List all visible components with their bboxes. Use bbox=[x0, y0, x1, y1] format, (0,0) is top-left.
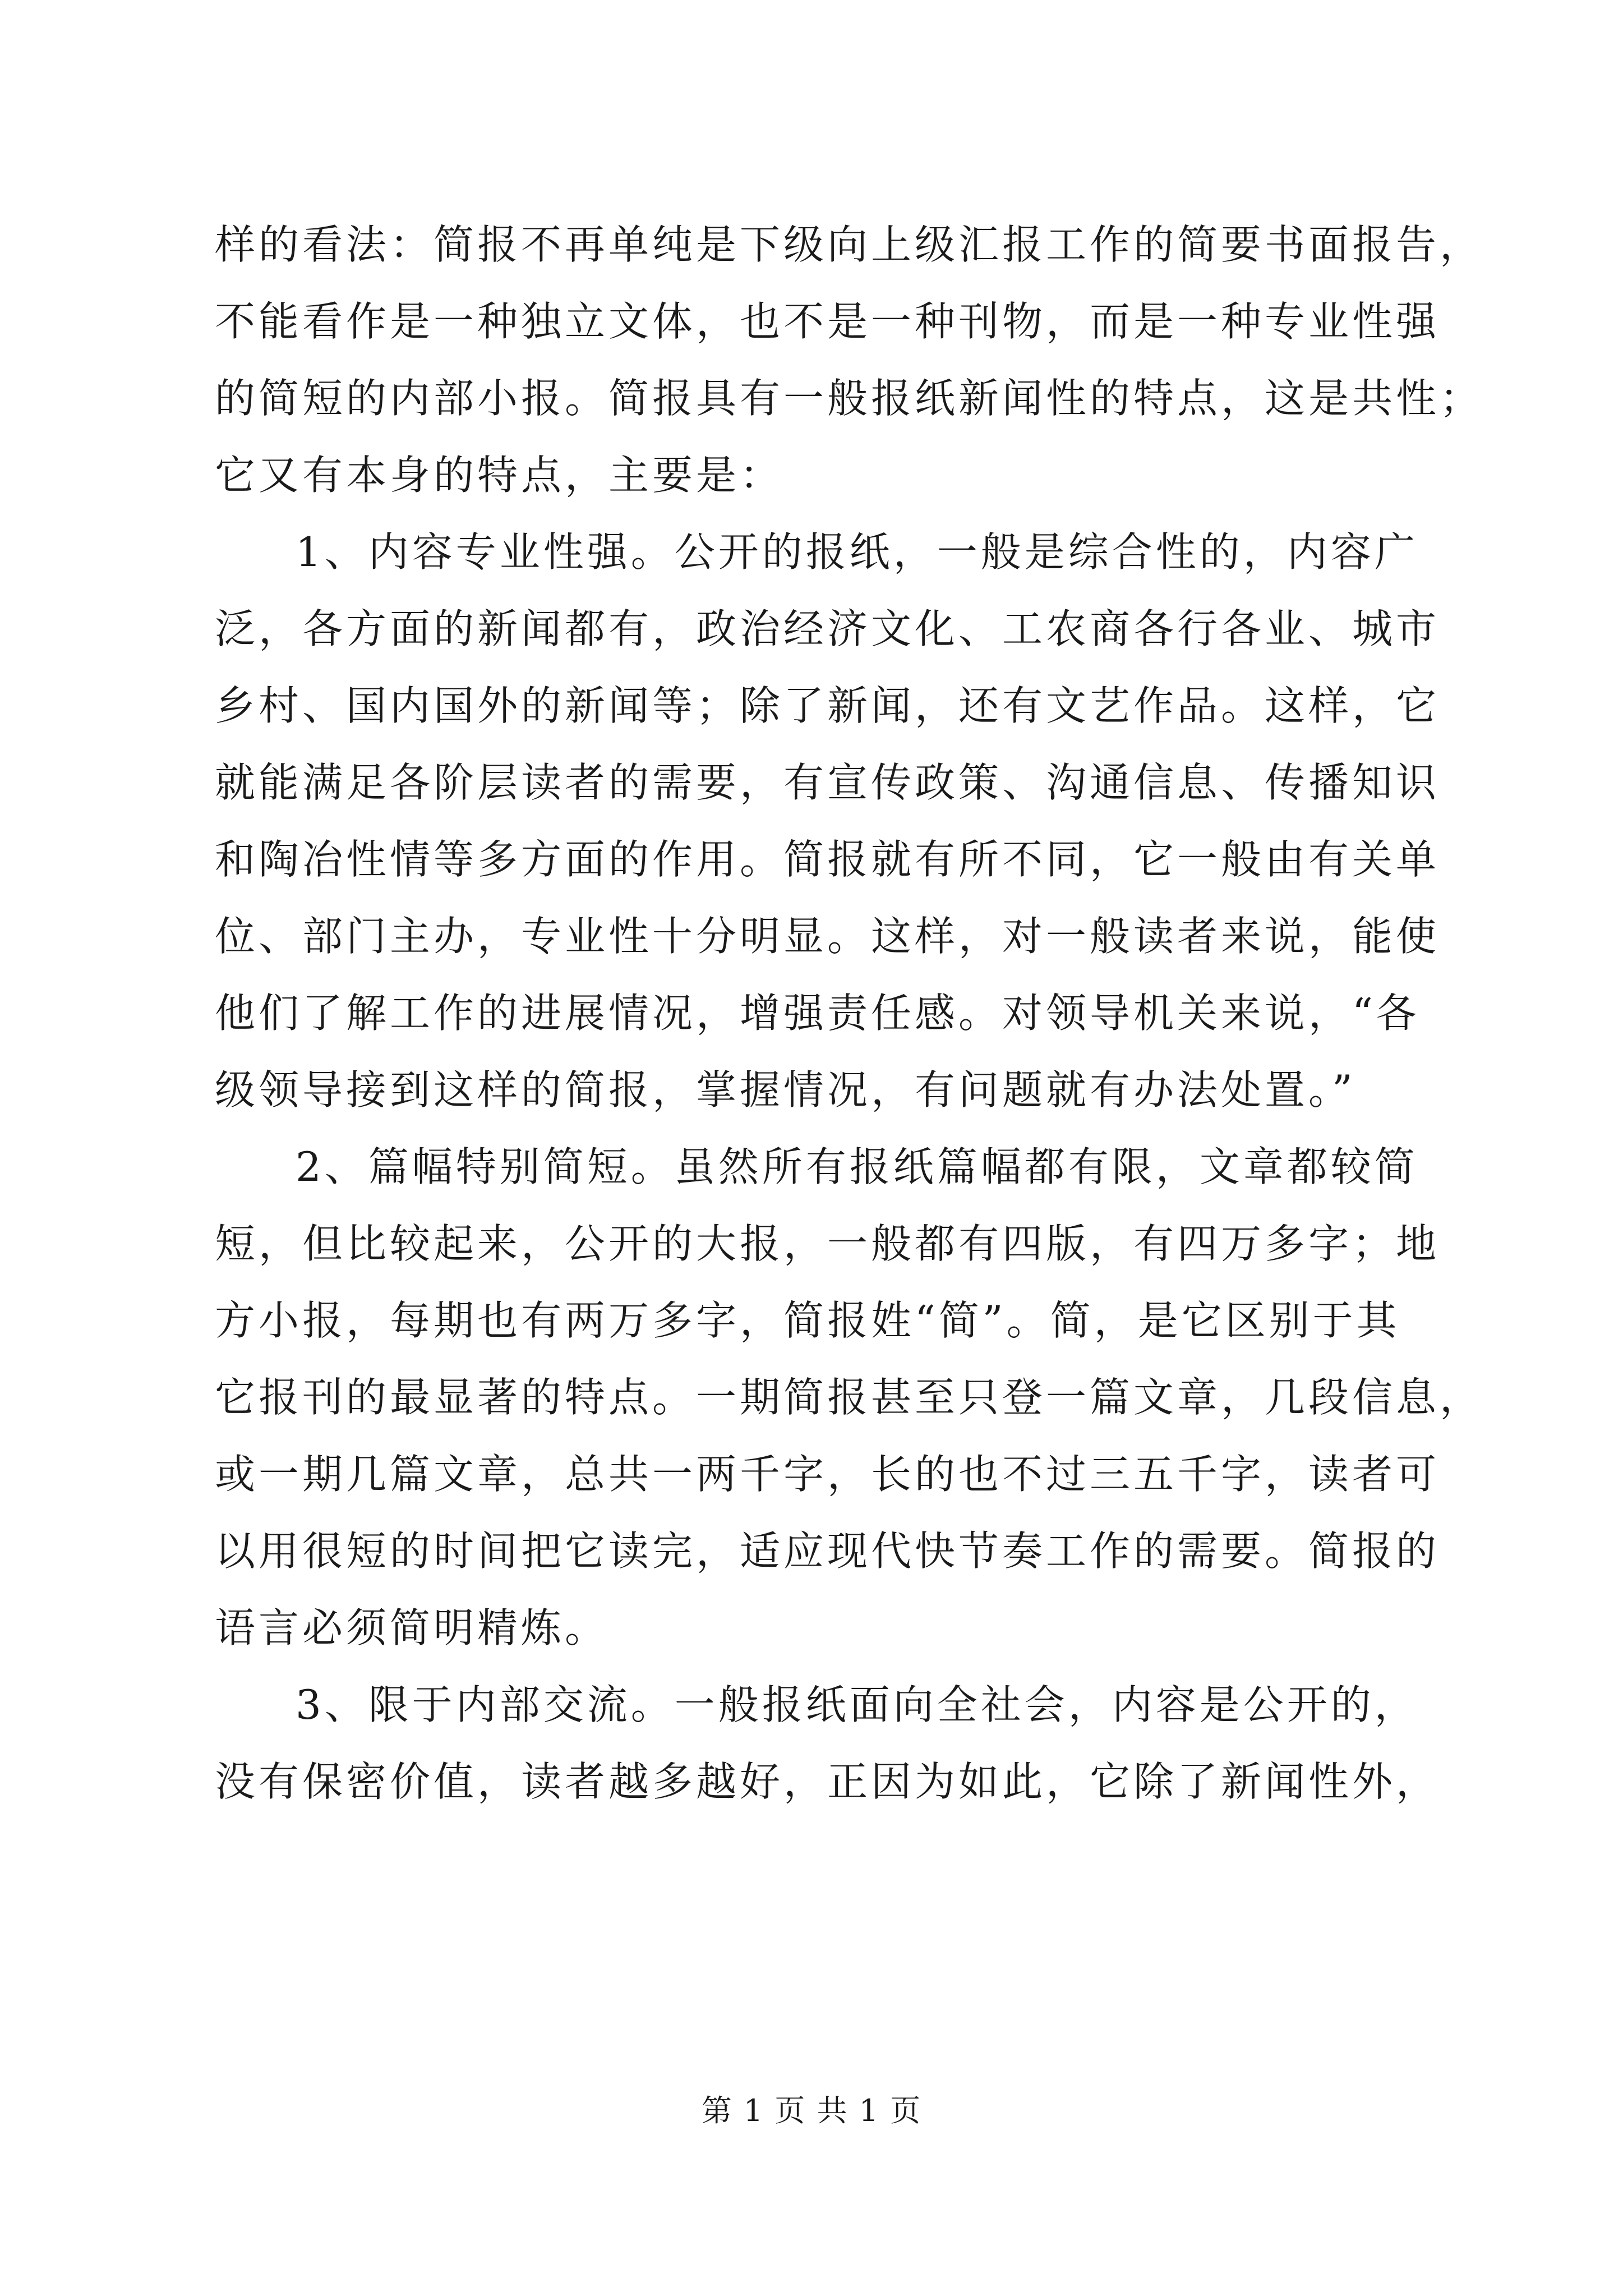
paragraph-1-first-line: 1、内容专业性强。公开的报纸，一般是综合性的，内容广 bbox=[296, 528, 1418, 576]
text-line: 语言必须简明精炼。 bbox=[215, 1604, 609, 1651]
text-line: 短，但比较起来，公开的大报，一般都有四版，有四万多字；地 bbox=[215, 1220, 1440, 1267]
paragraph-3-first-line: 3、限于内部交流。一般报纸面向全社会，内容是公开的， bbox=[296, 1681, 1418, 1728]
text-line: 它报刊的最显著的特点。一期简报甚至只登一篇文章，几段信息， bbox=[215, 1374, 1484, 1421]
text-line: 他们了解工作的进展情况，增强责任感。对领导机关来说，“各 bbox=[215, 990, 1420, 1037]
text-line: 级领导接到这样的简报，掌握情况，有问题就有办法处置。” bbox=[215, 1066, 1356, 1114]
text-line: 就能满足各阶层读者的需要，有宣传政策、沟通信息、传播知识 bbox=[215, 759, 1440, 806]
text-line: 方小报，每期也有两万多字，简报姓“简”。简，是它区别于其 bbox=[215, 1297, 1400, 1344]
text-line: 样的看法：简报不再单纯是下级向上级汇报工作的简要书面报告， bbox=[215, 221, 1484, 268]
text-line: 或一期几篇文章，总共一两千字，长的也不过三五千字，读者可 bbox=[215, 1451, 1440, 1498]
text-line: 以用很短的时间把它读完，适应现代快节奏工作的需要。简报的 bbox=[215, 1527, 1440, 1575]
text-line: 位、部门主办，专业性十分明显。这样，对一般读者来说，能使 bbox=[215, 913, 1440, 960]
text-line: 和陶冶性情等多方面的作用。简报就有所不同，它一般由有关单 bbox=[215, 836, 1440, 883]
text-line: 泛，各方面的新闻都有，政治经济文化、工农商各行各业、城市 bbox=[215, 605, 1440, 652]
text-line: 没有保密价值，读者越多越好，正因为如此，它除了新闻性外， bbox=[215, 1758, 1440, 1805]
text-line: 不能看作是一种独立文体，也不是一种刊物，而是一种专业性强 bbox=[215, 298, 1440, 345]
paragraph-2-first-line: 2、篇幅特别简短。虽然所有报纸篇幅都有限，文章都较简 bbox=[296, 1143, 1418, 1190]
text-line: 的简短的内部小报。简报具有一般报纸新闻性的特点，这是共性； bbox=[215, 375, 1484, 422]
page-number-footer: 第 1 页 共 1 页 bbox=[701, 2093, 922, 2128]
text-line: 乡村、国内国外的新闻等；除了新闻，还有文艺作品。这样，它 bbox=[215, 682, 1440, 729]
text-line: 它又有本身的特点，主要是： bbox=[215, 452, 784, 499]
